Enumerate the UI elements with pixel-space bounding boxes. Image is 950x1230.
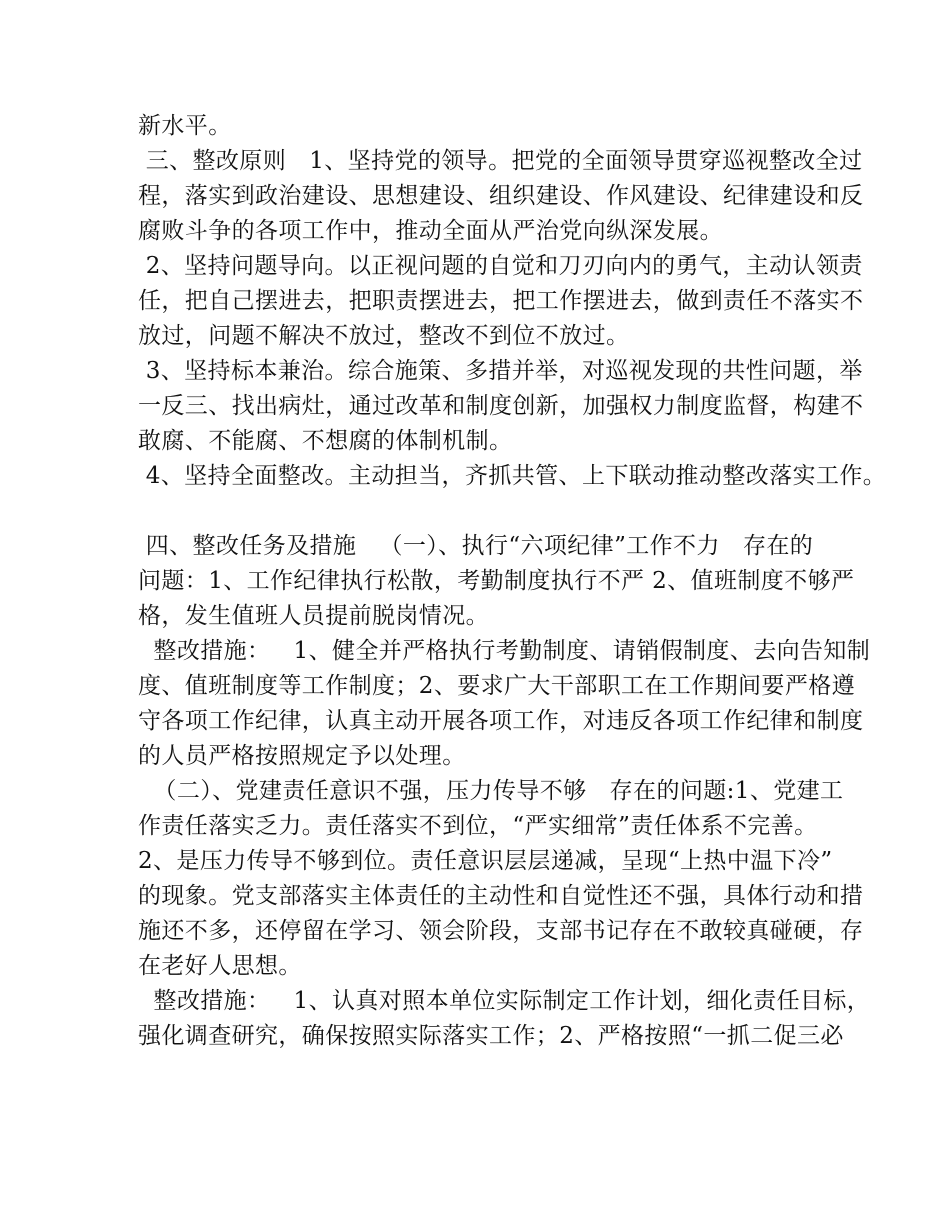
text-line: 2、坚持问题导向。以正视问题的自觉和刀刃向内的勇气，主动认领责 bbox=[138, 253, 863, 279]
text-line: 在老好人思想。 bbox=[138, 953, 302, 979]
text-line: 的现象。党支部落实主体责任的主动性和自觉性还不强，具体行动和措 bbox=[138, 883, 864, 909]
text-line: 3、坚持标本兼治。综合施策、多措并举，对巡视发现的共性问题，举 bbox=[138, 358, 863, 384]
text-line: 新水平。 bbox=[138, 113, 232, 139]
text-line: 一反三、找出病灶，通过改革和制度创新，加强权力制度监督，构建不 bbox=[138, 393, 864, 419]
text-line: （二）、党建责任意识不强，压力传导不够 存在的问题:1、党建工 bbox=[138, 778, 844, 804]
text-line: 问题：1、工作纪律执行松散，考勤制度执行不严 2、值班制度不够严 bbox=[138, 568, 855, 594]
text-line: 施还不多，还停留在学习、领会阶段，支部书记存在不敢较真碰硬，存 bbox=[138, 918, 864, 944]
text-line: 三、整改原则 1、坚持党的领导。把党的全面领导贯穿巡视整改全过 bbox=[138, 148, 863, 174]
text-line: 作责任落实乏力。责任落实不到位，“严实细常”责任体系不完善。 bbox=[138, 813, 818, 839]
text-line: 程，落实到政治建设、思想建设、组织建设、作风建设、纪律建设和反 bbox=[138, 183, 864, 209]
text-line: 守各项工作纪律，认真主动开展各项工作，对违反各项工作纪律和制度 bbox=[138, 708, 864, 734]
text-line: 整改措施： 1、健全并严格执行考勤制度、请销假制度、去向告知制 bbox=[138, 638, 871, 664]
text-line: 放过，问题不解决不放过，整改不到位不放过。 bbox=[138, 323, 630, 349]
text-line: 敢腐、不能腐、不想腐的体制机制。 bbox=[138, 428, 513, 454]
text-line: 任，把自己摆进去，把职责摆进去，把工作摆进去，做到责任不落实不 bbox=[138, 288, 864, 314]
text-line: 的人员严格按照规定予以处理。 bbox=[138, 743, 466, 769]
text-line: 格，发生值班人员提前脱岗情况。 bbox=[138, 603, 489, 629]
text-line: 整改措施： 1、认真对照本单位实际制定工作计划，细化责任目标， bbox=[138, 988, 871, 1014]
text-line: 四、整改任务及措施 （一）、执行“六项纪律”工作不力 存在的 bbox=[138, 533, 814, 559]
text-line: 度、值班制度等工作制度；2、要求广大干部职工在工作期间要严格遵 bbox=[138, 673, 856, 699]
text-line: 4、坚持全面整改。主动担当，齐抓共管、上下联动推动整改落实工作。 bbox=[138, 463, 887, 489]
text-line: 强化调查研究，确保按照实际落实工作；2、严格按照“一抓二促三必 bbox=[138, 1023, 844, 1049]
text-line: 2、是压力传导不够到位。责任意识层层递减，呈现“上热中温下冷” bbox=[138, 848, 833, 874]
text-line: 腐败斗争的各项工作中，推动全面从严治党向纵深发展。 bbox=[138, 218, 723, 244]
